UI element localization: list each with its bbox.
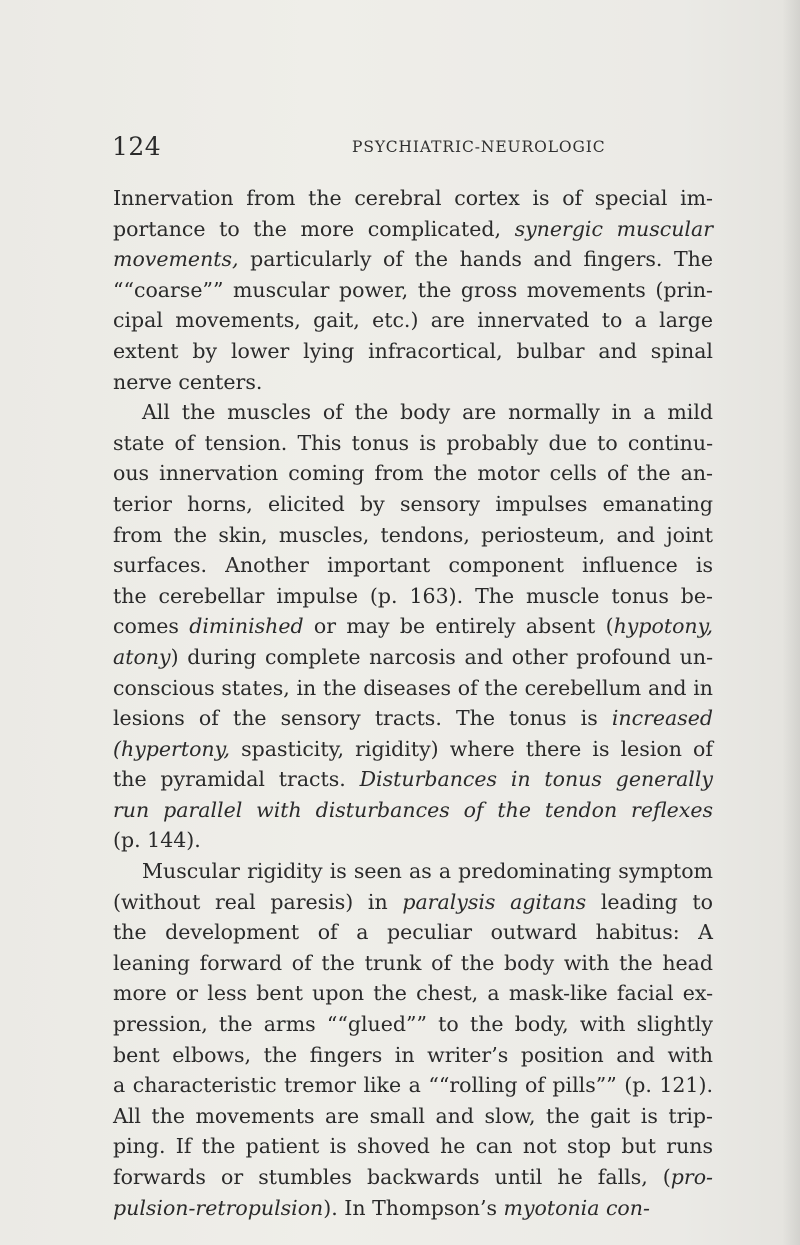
text-span: lesions of the sensory tracts. The tonus is — [113, 706, 612, 731]
text-span: particularly of the hands and fingers. The — [238, 247, 713, 272]
text-line — [113, 1070, 713, 1101]
text-span: nerve centers. — [113, 369, 263, 394]
text-line — [113, 183, 713, 214]
text-line — [113, 1040, 713, 1071]
text-span: the pyramidal tracts. — [113, 767, 360, 792]
text-span: the development of a peculiar outward habitus: A — [113, 920, 713, 945]
text-span: spasticity, rigidity) where there is lesion of — [230, 736, 713, 761]
text-line — [113, 305, 713, 336]
text-line — [113, 1193, 713, 1224]
text-span: Muscular rigidity is seen as a predominating symptom — [142, 859, 713, 884]
text-line — [113, 244, 713, 275]
text-line — [113, 978, 713, 1009]
running-head: PSYCHIATRIC-NEUROLOGIC — [352, 138, 606, 156]
text-line — [113, 1162, 713, 1193]
text-span: or may be entirely absent ( — [303, 614, 614, 639]
text-line — [113, 703, 713, 734]
text-span: ous innervation coming from the motor cells of the an- — [113, 461, 713, 486]
italic-text: increased — [611, 706, 713, 731]
text-line — [113, 642, 713, 673]
text-span: more or less bent upon the chest, a mask-like facial ex- — [113, 981, 713, 1006]
text-span: pression, the arms ““glued”” to the body, with slightly — [113, 1012, 713, 1037]
italic-text: paralysis agitans — [402, 889, 587, 914]
text-line — [113, 397, 713, 428]
text-line — [113, 856, 713, 887]
text-line — [113, 550, 713, 581]
italic-text: Disturbances in tonus generally — [359, 767, 713, 792]
text-span: ““coarse”” muscular power, the gross movements (prin- — [113, 277, 713, 302]
text-line — [113, 611, 713, 642]
text-span: cipal movements, gait, etc.) are innervated to a large — [113, 308, 713, 333]
italic-text: myotonia con- — [503, 1195, 650, 1220]
text-line — [113, 520, 713, 551]
text-span: conscious states, in the diseases of the cerebellum and in — [113, 675, 713, 700]
italic-text: synergic muscular — [514, 216, 713, 241]
text-span: leaning forward of the trunk of the body with the head — [113, 950, 713, 975]
text-line — [113, 673, 713, 704]
text-span: ). In Thompson’s — [323, 1195, 504, 1220]
page-header — [0, 132, 800, 162]
text-line — [113, 214, 713, 245]
text-line — [113, 428, 713, 459]
text-line — [113, 275, 713, 306]
text-span: a characteristic tremor like a ““rolling of pills”” (p. 121). — [113, 1073, 713, 1098]
text-span: Innervation from the cerebral cortex is of special im- — [113, 186, 713, 210]
italic-text: diminished — [189, 614, 304, 639]
text-line — [113, 458, 713, 489]
text-span: surfaces. Another important component influence is — [113, 553, 713, 578]
text-line — [113, 764, 713, 795]
text-line — [113, 948, 713, 979]
text-span: state of tension. This tonus is probably due to continu- — [113, 430, 713, 455]
text-span: portance to the more complicated, — [113, 216, 515, 241]
page-edge-shadow — [782, 0, 800, 1245]
italic-text: movements, — [113, 247, 239, 272]
italic-text: run parallel with disturbances of the tendon reflexes — [113, 797, 713, 822]
text-line — [113, 734, 713, 765]
text-span: leading to — [586, 889, 714, 914]
text-line — [113, 1101, 713, 1132]
text-line — [113, 887, 713, 918]
italic-text: hypotony, — [613, 614, 713, 639]
text-span: the cerebellar impulse (p. 163). The muscle tonus be- — [113, 583, 713, 608]
text-line — [113, 917, 713, 948]
italic-text: (hypertony, — [113, 736, 230, 761]
text-line — [113, 1009, 713, 1040]
text-span: from the skin, muscles, tendons, periosteum, and joint — [113, 522, 713, 547]
text-span: All the muscles of the body are normally in a mild — [142, 400, 713, 425]
text-line — [113, 489, 713, 520]
text-span: bent elbows, the fingers in writer’s position and with — [113, 1042, 713, 1067]
italic-text: atony — [113, 644, 171, 669]
text-line — [113, 1131, 713, 1162]
italic-text: pulsion-retropulsion — [113, 1195, 324, 1220]
text-line — [113, 825, 713, 856]
page-number: 124 — [112, 132, 162, 161]
text-span: comes — [113, 614, 190, 639]
text-line — [113, 795, 713, 826]
italic-text: pro- — [670, 1165, 713, 1189]
text-span: ) during complete narcosis and other profound un- — [170, 644, 713, 669]
text-span: (without real paresis) in — [113, 889, 403, 914]
text-line — [113, 336, 713, 367]
text-span: All the movements are small and slow, the gait is trip- — [113, 1103, 713, 1128]
text-span: ping. If the patient is shoved he can not stop but runs — [113, 1134, 713, 1159]
text-span: forwards or stumbles backwards until he falls, ( — [113, 1165, 671, 1189]
body-text — [113, 183, 713, 1223]
text-line — [113, 581, 713, 612]
text-span: (p. 144). — [113, 828, 201, 853]
text-span: extent by lower lying infracortical, bulbar and spinal — [113, 338, 713, 363]
text-span: terior horns, elicited by sensory impulses emanating — [113, 491, 713, 516]
text-line — [113, 367, 713, 398]
